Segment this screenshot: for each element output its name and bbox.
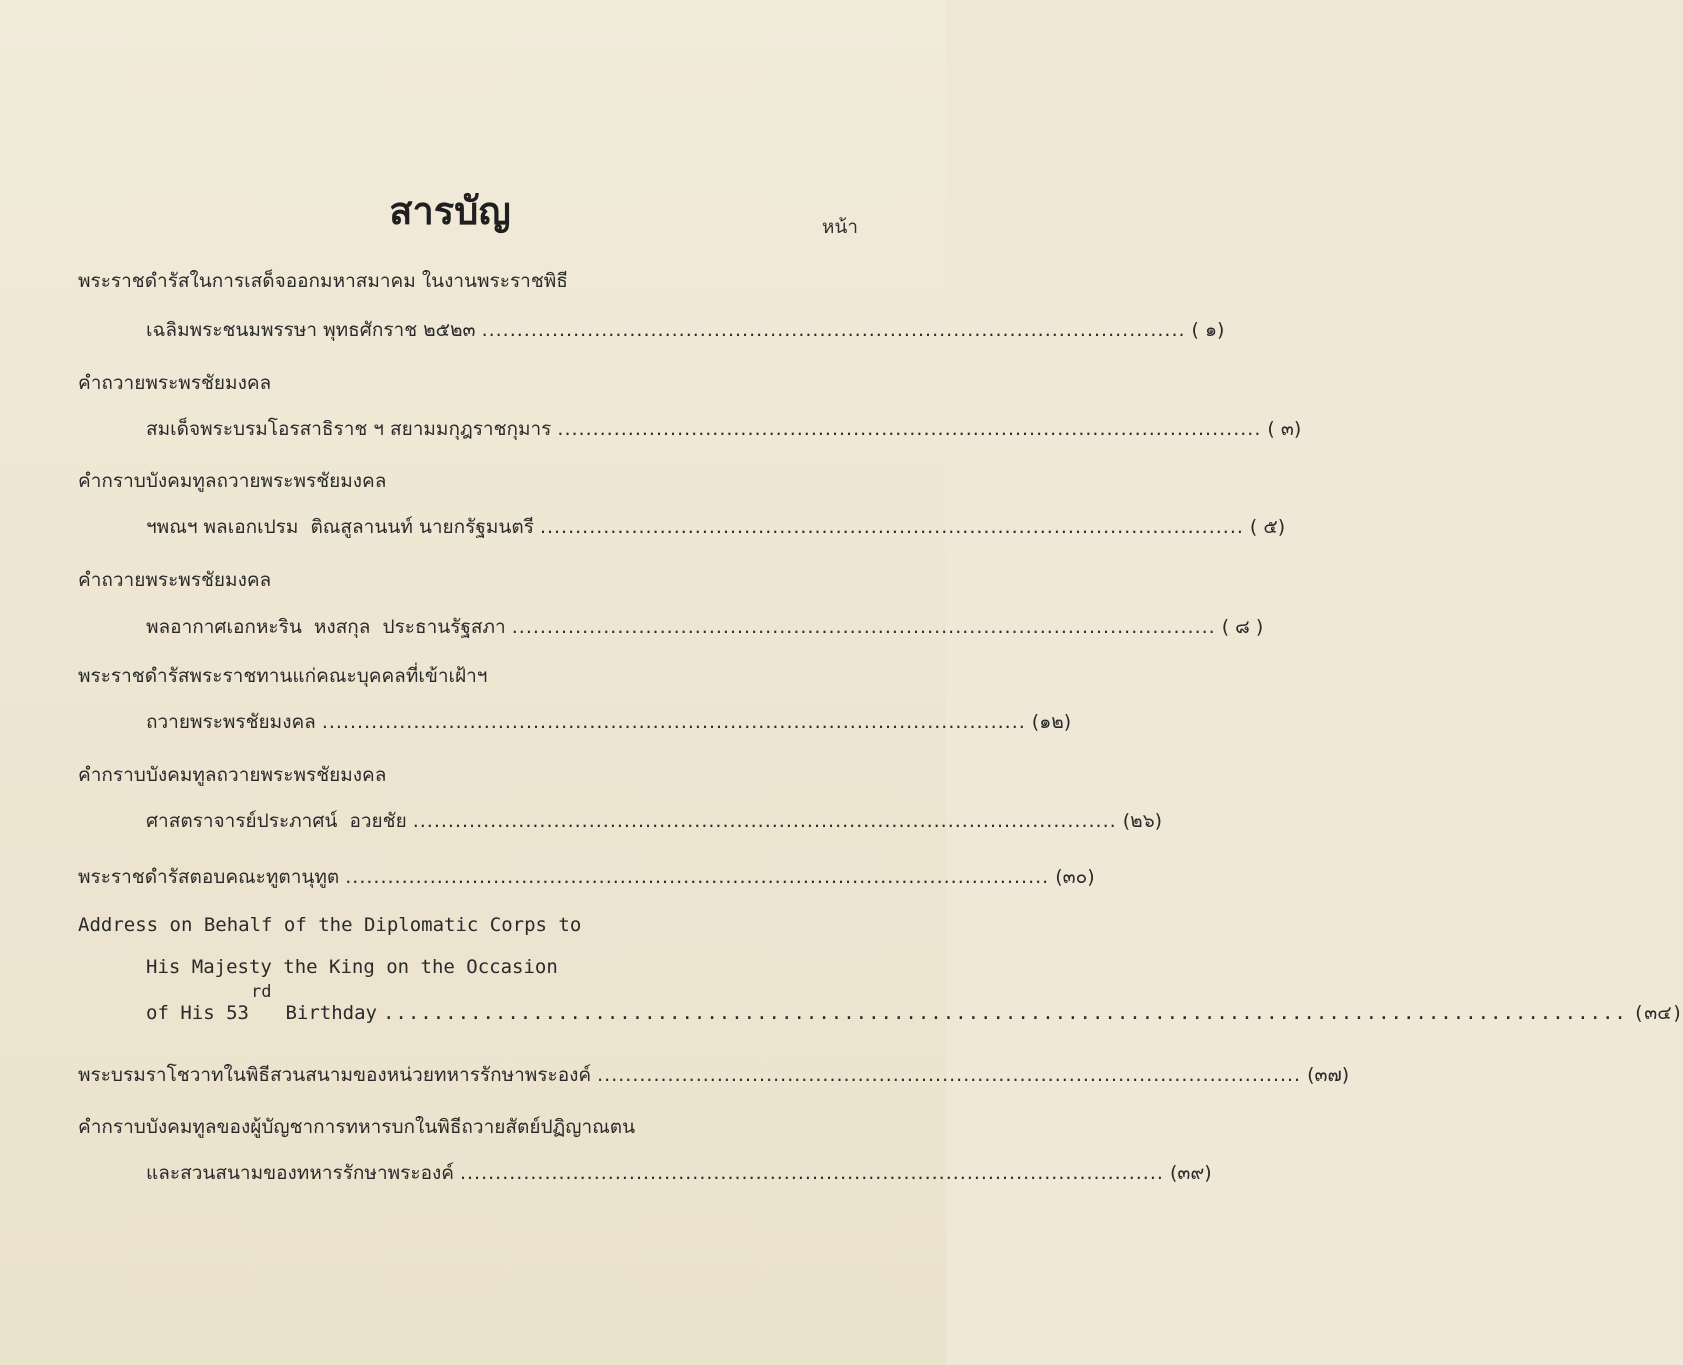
toc-entry-text: พระราชดำรัสตอบคณะทูตานุทูต [78, 866, 340, 888]
page-column-label: หน้า [821, 216, 858, 238]
dot-leader: .................................................................................................... [511, 616, 1216, 638]
dot-leader: .................................................................................................... [481, 319, 1186, 341]
toc-entry-9-page: (๓๗) [1307, 1064, 1350, 1086]
toc-entry-6-line-1 [78, 760, 386, 790]
toc-entry-text: พลอากาศเอกหะริน หงสกุล ประธานรัฐสภา [146, 616, 506, 638]
toc-entry-8-line-1 [78, 914, 581, 936]
toc-entry-text: คำกราบบังคมทูลของผู้บัญชาการทหารบกในพิธีถวายสัตย์ปฏิญาณตน [78, 1116, 636, 1138]
toc-entry-5-line-1 [78, 661, 487, 691]
toc-entry-text: ศาสตราจารย์ประภาศน์ อวยชัย [146, 810, 407, 832]
toc-entry-text: of His 53 [146, 1002, 249, 1024]
toc-entry-10-page: (๓๙) [1169, 1162, 1212, 1184]
toc-entry-6-line-2 [146, 806, 1163, 836]
toc-entry-text: His Majesty the King on the Occasion [146, 956, 558, 978]
toc-entry-text: และสวนสนามของทหารรักษาพระองค์ [146, 1162, 454, 1184]
dot-leader: .................................................................................................... [459, 1162, 1164, 1184]
dot-leader: .................................................................................................... [345, 866, 1050, 888]
toc-entry-3-line-1 [78, 466, 386, 496]
dot-leader: .................................................................................................... [321, 711, 1026, 733]
dot-leader: .................................................................................................... [557, 418, 1262, 440]
toc-entry-4-page: ( ๘ ) [1221, 616, 1264, 638]
toc-entry-text: เฉลิมพระชนมพรรษา พุทธศักราช ๒๕๒๓ [146, 319, 476, 341]
toc-entry-text: คำกราบบังคมทูลถวายพระพรชัยมงคล [78, 764, 387, 786]
ordinal-superscript: rd [250, 982, 272, 1002]
toc-entry-text: ฯพณฯ พลเอกเปรม ติณสูลานนท์ นายกรัฐมนตรี [146, 516, 534, 538]
toc-entry-5-page: (๑๒) [1031, 711, 1072, 733]
toc-entry-text: Birthday [285, 1002, 377, 1024]
toc-entry-9-line-1 [78, 1060, 1350, 1090]
toc-entry-1-line-1 [78, 266, 568, 296]
toc-entry-10-line-1 [78, 1112, 635, 1142]
dot-leader: .................................................................................................... [597, 1064, 1302, 1086]
toc-entry-2-line-1 [78, 368, 271, 398]
toc-entry-10-line-2 [146, 1158, 1212, 1188]
toc-entry-text: คำถวายพระพรชัยมงคล [78, 372, 272, 394]
toc-entry-text: พระราชดำรัสในการเสด็จออกมหาสมาคม ในงานพระราชพิธี [78, 270, 568, 292]
toc-entry-5-line-2 [146, 707, 1072, 737]
dot-leader: .................................................................................................... [412, 810, 1117, 832]
toc-entry-text: พระบรมราโชวาทในพิธีสวนสนามของหน่วยทหารรักษาพระองค์ [78, 1064, 592, 1086]
toc-entry-8-line-2 [146, 956, 558, 978]
toc-entry-1-line-2 [146, 315, 1225, 345]
toc-entry-8-page: (๓๔) [1632, 1002, 1683, 1024]
toc-entry-text: คำกราบบังคมทูลถวายพระพรชัยมงคล [78, 470, 387, 492]
toc-entry-3-page: ( ๕) [1249, 516, 1286, 538]
toc-entry-7-line-1 [78, 862, 1095, 892]
toc-entry-text: สมเด็จพระบรมโอรสาธิราช ฯ สยามมกุฎราชกุมาร [146, 418, 552, 440]
toc-entry-text: พระราชดำรัสพระราชทานแก่คณะบุคคลที่เข้าเฝ้าฯ [78, 665, 488, 687]
toc-entry-7-page: (๓๐) [1055, 866, 1095, 888]
dot-leader: .................................................................................................... [382, 1002, 1627, 1024]
toc-entry-text: Address on Behalf of the Diplomatic Corps to [78, 914, 582, 936]
dot-leader: .................................................................................................... [539, 516, 1244, 538]
toc-entry-text: คำถวายพระพรชัยมงคล [78, 569, 272, 591]
toc-entry-2-line-2 [146, 414, 1302, 444]
toc-entry-3-line-2 [146, 512, 1286, 542]
toc-entry-4-line-2 [146, 612, 1264, 642]
toc-entry-4-line-1 [78, 565, 271, 595]
toc-entry-2-page: ( ๓) [1267, 418, 1302, 440]
page-title: สารบัญ [389, 189, 511, 233]
toc-entry-1-page: ( ๑) [1191, 319, 1225, 341]
toc-entry-text: ถวายพระพรชัยมงคล [146, 711, 316, 733]
toc-entry-8-line-3 [146, 982, 1683, 1028]
toc-entry-6-page: (๒๖) [1122, 810, 1163, 832]
